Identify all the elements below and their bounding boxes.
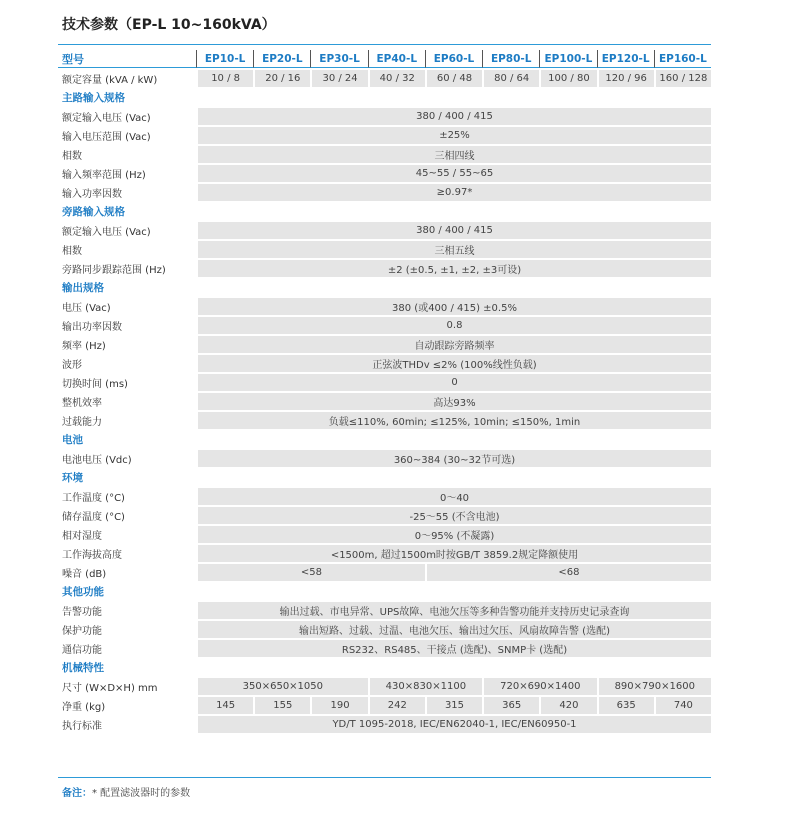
row-label: 波形 <box>62 360 82 371</box>
capacity-cell: 20 / 16 <box>253 70 310 87</box>
section-title: 环境 <box>62 472 83 484</box>
row-label: 工作温度 (°C) <box>62 493 125 504</box>
weight-cell: 145 <box>196 697 253 714</box>
table-row <box>58 526 711 543</box>
model-header: EP120-L <box>597 50 654 68</box>
row-value: 负载≤110%, 60min; ≤125%, 10min; ≤150%, 1min <box>196 412 711 429</box>
size-cell: 890×790×1600 <box>597 678 711 695</box>
row-value: ≥0.97* <box>196 184 711 201</box>
capacity-cell: 30 / 24 <box>310 70 367 87</box>
size-cell: 430×830×1100 <box>368 678 482 695</box>
table-row <box>58 241 711 258</box>
size-cell: 350×650×1050 <box>196 678 368 695</box>
section-title: 机械特性 <box>62 662 104 674</box>
row-label: 输入功率因数 <box>62 189 122 200</box>
section-title: 其他功能 <box>62 586 104 598</box>
weight-cell: 242 <box>368 697 425 714</box>
row-value: 0～95% (不凝露) <box>196 526 711 543</box>
weight-cell: 420 <box>539 697 596 714</box>
row-label: 尺寸 (W×D×H) mm <box>62 683 158 694</box>
footnote-text: * 配置滤波器时的参数 <box>92 788 191 799</box>
table-row <box>58 488 711 505</box>
page-title: 技术参数（EP-L 10~160kVA） <box>62 17 276 33</box>
section-title: 主路输入规格 <box>62 92 125 104</box>
row-value: 高达93% <box>196 393 711 410</box>
row-value: ±2 (±0.5, ±1, ±2, ±3可设) <box>196 260 711 277</box>
row-value: 380 / 400 / 415 <box>196 108 711 125</box>
weight-cell: 155 <box>253 697 310 714</box>
section-header <box>58 279 711 296</box>
weight-cell: 315 <box>425 697 482 714</box>
capacity-cell: 120 / 96 <box>597 70 654 87</box>
row-label: 旁路同步跟踪范围 (Hz) <box>62 265 166 276</box>
table-row <box>58 374 711 391</box>
row-label: 电压 (Vac) <box>62 303 111 314</box>
row-label: 相数 <box>62 151 82 162</box>
row-label: 额定容量 (kVA / kW) <box>62 75 158 86</box>
row-value: 0.8 <box>196 317 711 334</box>
capacity-cell: 10 / 8 <box>196 70 253 87</box>
table-row <box>58 355 711 372</box>
row-label: 额定输入电压 (Vac) <box>62 227 151 238</box>
row-value: RS232、RS485、干接点 (选配)、SNMP卡 (选配) <box>196 640 711 657</box>
row-label: 储存温度 (°C) <box>62 512 125 523</box>
model-header: EP30-L <box>310 50 367 68</box>
table-row <box>58 336 711 353</box>
row-value: 0 <box>196 374 711 391</box>
table-row <box>58 393 711 410</box>
row-label: 通信功能 <box>62 645 102 656</box>
row-value: <1500m, 超过1500m时按GB/T 3859.2规定降额使用 <box>196 545 711 562</box>
row-value: 三相四线 <box>196 146 711 163</box>
weight-cell: 365 <box>482 697 539 714</box>
model-header: EP60-L <box>425 50 482 68</box>
footnote-label: 备注： <box>62 788 92 799</box>
capacity-cell: 60 / 48 <box>425 70 482 87</box>
model-header: EP40-L <box>368 50 425 68</box>
table-row <box>58 450 711 467</box>
table-row <box>58 317 711 334</box>
row-label: 额定输入电压 (Vac) <box>62 113 151 124</box>
section-header <box>58 203 711 220</box>
size-cell: 720×690×1400 <box>482 678 596 695</box>
section-header <box>58 89 711 106</box>
row-label: 输入频率范围 (Hz) <box>62 170 146 181</box>
capacity-cell: 80 / 64 <box>482 70 539 87</box>
row-value: 380 / 400 / 415 <box>196 222 711 239</box>
row-value: 360~384 (30~32节可选) <box>196 450 711 467</box>
row-value: 45~55 / 55~65 <box>196 165 711 182</box>
row-label: 净重 (kg) <box>62 702 106 713</box>
table-row <box>58 127 711 144</box>
table-row <box>58 564 711 581</box>
table-row <box>58 545 711 562</box>
row-value: ±25% <box>196 127 711 144</box>
section-title: 输出规格 <box>62 282 104 294</box>
capacity-cell: 160 / 128 <box>654 70 711 87</box>
table-row <box>58 640 711 657</box>
table-row <box>58 70 711 87</box>
weight-cell: 635 <box>597 697 654 714</box>
model-header: EP80-L <box>482 50 539 68</box>
row-label: 过载能力 <box>62 417 102 428</box>
table-row <box>58 697 711 714</box>
row-label: 输入电压范围 (Vac) <box>62 132 151 143</box>
row-label: 执行标准 <box>62 721 102 732</box>
section-header <box>58 659 711 676</box>
model-header: EP100-L <box>539 50 596 68</box>
table-row <box>58 298 711 315</box>
table-row <box>58 602 711 619</box>
row-label: 告警功能 <box>62 607 102 618</box>
table-row <box>58 412 711 429</box>
capacity-cell: 100 / 80 <box>539 70 596 87</box>
row-value: 正弦波THDv ≤2% (100%线性负载) <box>196 355 711 372</box>
weight-cell: 190 <box>310 697 367 714</box>
row-label: 噪音 (dB) <box>62 569 107 580</box>
capacity-cell: 40 / 32 <box>368 70 425 87</box>
section-header <box>58 583 711 600</box>
row-value: 自动跟踪旁路频率 <box>196 336 711 353</box>
row-value: 三相五线 <box>196 241 711 258</box>
table-row <box>58 507 711 524</box>
row-label: 相数 <box>62 246 82 257</box>
spec-table <box>58 48 711 735</box>
row-label: 频率 (Hz) <box>62 341 106 352</box>
table-row <box>58 716 711 733</box>
section-header <box>58 469 711 486</box>
model-header: EP160-L <box>654 50 711 68</box>
row-label: 相对湿度 <box>62 531 102 542</box>
table-row <box>58 146 711 163</box>
row-value: 380 (或400 / 415) ±0.5% <box>196 298 711 315</box>
row-label: 切换时间 (ms) <box>62 379 128 390</box>
noise-cell: <58 <box>196 564 425 581</box>
model-label: 型号 <box>58 50 196 68</box>
row-label: 电池电压 (Vdc) <box>62 455 132 466</box>
table-row <box>58 222 711 239</box>
model-header: EP10-L <box>196 50 253 68</box>
weight-cell: 740 <box>654 697 711 714</box>
row-value: 输出短路、过载、过温、电池欠压、输出过欠压、风扇故障告警 (选配) <box>196 621 711 638</box>
row-value: YD/T 1095-2018, IEC/EN62040-1, IEC/EN60950-1 <box>196 716 711 733</box>
noise-cell: <68 <box>425 564 711 581</box>
row-value: 输出过载、市电异常、UPS故障、电池欠压等多种告警功能并支持历史记录查询 <box>196 602 711 619</box>
row-value: -25～55 (不含电池) <box>196 507 711 524</box>
table-row <box>58 108 711 125</box>
model-header-row <box>58 50 711 68</box>
row-label: 整机效率 <box>62 398 102 409</box>
table-row <box>58 621 711 638</box>
table-row <box>58 678 711 695</box>
table-row <box>58 184 711 201</box>
row-label: 输出功率因数 <box>62 322 122 333</box>
section-title: 旁路输入规格 <box>62 206 125 218</box>
row-label: 保护功能 <box>62 626 102 637</box>
row-label: 工作海拔高度 <box>62 550 122 561</box>
top-divider <box>58 44 711 45</box>
footnote <box>62 784 190 799</box>
row-value: 0～40 <box>196 488 711 505</box>
table-row <box>58 165 711 182</box>
section-title: 电池 <box>62 434 83 446</box>
bottom-divider <box>58 777 711 778</box>
section-header <box>58 431 711 448</box>
table-row <box>58 260 711 277</box>
model-header: EP20-L <box>253 50 310 68</box>
